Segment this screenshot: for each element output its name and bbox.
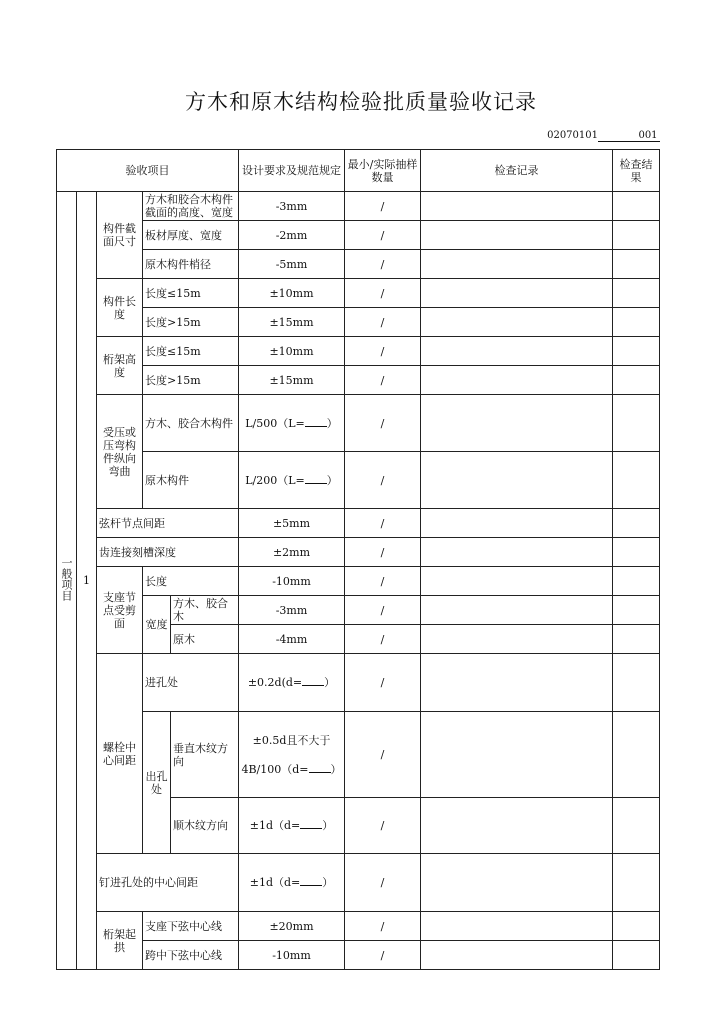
- design-value: ±0.5d且不大于 4B/100（d= ）: [239, 712, 345, 798]
- design-value: ±1d（d= ）: [239, 798, 345, 854]
- design-value: ±15mm: [239, 366, 345, 395]
- result-cell[interactable]: [613, 712, 660, 798]
- design-value: ±20mm: [239, 912, 345, 941]
- header-record: 检查记录: [421, 150, 613, 192]
- item-index: 1: [77, 192, 97, 970]
- design-value: -3mm: [239, 596, 345, 625]
- record-cell[interactable]: [421, 509, 613, 538]
- width-label: 宽度: [143, 596, 171, 654]
- result-cell[interactable]: [613, 337, 660, 366]
- sample-slash: /: [345, 854, 421, 912]
- record-cell[interactable]: [421, 625, 613, 654]
- result-cell[interactable]: [613, 395, 660, 452]
- table-row: [57, 192, 660, 221]
- table-row: [57, 366, 660, 395]
- table-row: [57, 308, 660, 337]
- row-label: 弦杆节点间距: [97, 509, 239, 538]
- table-row: [57, 654, 660, 712]
- sample-slash: /: [345, 567, 421, 596]
- row-label: 钉进孔处的中心间距: [97, 854, 239, 912]
- record-cell[interactable]: [421, 221, 613, 250]
- row-label: 原木构件: [143, 452, 239, 509]
- row-label: 板材厚度、宽度: [143, 221, 239, 250]
- row-label: 长度: [143, 567, 239, 596]
- result-cell[interactable]: [613, 366, 660, 395]
- record-cell[interactable]: [421, 366, 613, 395]
- row-label: 长度>15m: [143, 308, 239, 337]
- result-cell[interactable]: [613, 798, 660, 854]
- record-cell[interactable]: [421, 798, 613, 854]
- design-value: -3mm: [239, 192, 345, 221]
- design-value: L/500（L= ）: [239, 395, 345, 452]
- sample-slash: /: [345, 337, 421, 366]
- table-row: [57, 250, 660, 279]
- result-cell[interactable]: [613, 452, 660, 509]
- record-cell[interactable]: [421, 279, 613, 308]
- row-label: 长度>15m: [143, 366, 239, 395]
- header-sample: 最小/实际抽样数量: [345, 150, 421, 192]
- record-cell[interactable]: [421, 941, 613, 970]
- form-code: [547, 130, 660, 142]
- row-label: 支座下弦中心线: [143, 912, 239, 941]
- table-row: [57, 854, 660, 912]
- sample-slash: /: [345, 538, 421, 567]
- result-cell[interactable]: [613, 538, 660, 567]
- result-cell[interactable]: [613, 509, 660, 538]
- result-cell[interactable]: [613, 941, 660, 970]
- record-cell[interactable]: [421, 250, 613, 279]
- result-cell[interactable]: [613, 912, 660, 941]
- row-label: 跨中下弦中心线: [143, 941, 239, 970]
- row-label: 方木、胶合木: [171, 596, 239, 625]
- support-group-label: 支座节点受剪面: [97, 567, 143, 654]
- table-row: [57, 337, 660, 366]
- sample-slash: /: [345, 625, 421, 654]
- record-cell[interactable]: [421, 538, 613, 567]
- code-blank: [598, 130, 636, 142]
- sample-slash: /: [345, 941, 421, 970]
- record-cell[interactable]: [421, 854, 613, 912]
- header-design: 设计要求及规范规定: [239, 150, 345, 192]
- result-cell[interactable]: [613, 596, 660, 625]
- design-value: -4mm: [239, 625, 345, 654]
- design-value: L/200（L= ）: [239, 452, 345, 509]
- bend-group-label: 受压或压弯构件纵向弯曲: [97, 395, 143, 509]
- design-value: -5mm: [239, 250, 345, 279]
- bolt-group-label: 螺栓中心间距: [97, 654, 143, 854]
- sample-slash: /: [345, 366, 421, 395]
- record-cell[interactable]: [421, 912, 613, 941]
- truss-group-label: 桁架高度: [97, 337, 143, 395]
- header-item: 验收项目: [57, 150, 239, 192]
- table-row: [57, 509, 660, 538]
- section-size-label: 构件截面尺寸: [97, 192, 143, 279]
- table-row: [57, 712, 660, 798]
- record-cell[interactable]: [421, 308, 613, 337]
- sample-slash: /: [345, 798, 421, 854]
- record-cell[interactable]: [421, 712, 613, 798]
- table-row: [57, 452, 660, 509]
- table-row: [57, 912, 660, 941]
- row-label: 原木: [171, 625, 239, 654]
- sample-slash: /: [345, 712, 421, 798]
- table-row: [57, 941, 660, 970]
- record-cell[interactable]: [421, 337, 613, 366]
- result-cell[interactable]: [613, 654, 660, 712]
- sample-slash: /: [345, 395, 421, 452]
- row-label: 原木构件梢径: [143, 250, 239, 279]
- sample-slash: /: [345, 509, 421, 538]
- record-cell[interactable]: [421, 395, 613, 452]
- inspection-table: [56, 149, 660, 970]
- arch-group-label: 桁架起拱: [97, 912, 143, 970]
- row-label: 长度≤15m: [143, 337, 239, 366]
- row-label: 长度≤15m: [143, 279, 239, 308]
- sample-slash: /: [345, 221, 421, 250]
- sample-slash: /: [345, 912, 421, 941]
- code-suffix: 001: [636, 130, 660, 142]
- row-label: 垂直木纹方向: [171, 712, 239, 798]
- length-group-label: 构件长度: [97, 279, 143, 337]
- result-cell[interactable]: [613, 279, 660, 308]
- exit-label: 出孔处: [143, 712, 171, 854]
- table-row: [57, 279, 660, 308]
- record-cell[interactable]: [421, 192, 613, 221]
- sample-slash: /: [345, 250, 421, 279]
- design-value: ±10mm: [239, 337, 345, 366]
- table-row: [57, 538, 660, 567]
- result-cell[interactable]: [613, 567, 660, 596]
- design-value: -2mm: [239, 221, 345, 250]
- table-row: [57, 395, 660, 452]
- general-items-label: 一般项目: [57, 192, 77, 970]
- result-cell[interactable]: [613, 625, 660, 654]
- sample-slash: /: [345, 192, 421, 221]
- row-label: 方木、胶合木构件: [143, 395, 239, 452]
- page-title: 方木和原木结构检验批质量验收记录: [185, 90, 537, 114]
- table-row: [57, 221, 660, 250]
- row-label: 方木和胶合木构件截面的高度、宽度: [143, 192, 239, 221]
- design-value: ±0.2d(d= ）: [239, 654, 345, 712]
- record-cell[interactable]: [421, 452, 613, 509]
- table-row: [57, 567, 660, 596]
- sample-slash: /: [345, 654, 421, 712]
- row-label: 顺木纹方向: [171, 798, 239, 854]
- design-value: ±1d（d= ）: [239, 854, 345, 912]
- design-value: -10mm: [239, 567, 345, 596]
- header-row: [57, 150, 660, 192]
- row-label: 齿连接刻槽深度: [97, 538, 239, 567]
- result-cell[interactable]: [613, 250, 660, 279]
- sample-slash: /: [345, 596, 421, 625]
- design-value: ±5mm: [239, 509, 345, 538]
- sample-slash: /: [345, 308, 421, 337]
- record-cell[interactable]: [421, 596, 613, 625]
- record-cell[interactable]: [421, 654, 613, 712]
- design-value: ±2mm: [239, 538, 345, 567]
- design-value: -10mm: [239, 941, 345, 970]
- sample-slash: /: [345, 452, 421, 509]
- record-cell[interactable]: [421, 567, 613, 596]
- code-prefix: 02070101: [547, 130, 598, 141]
- header-result: 检查结果: [613, 150, 660, 192]
- design-value: ±10mm: [239, 279, 345, 308]
- result-cell[interactable]: [613, 192, 660, 221]
- result-cell[interactable]: [613, 854, 660, 912]
- sample-slash: /: [345, 279, 421, 308]
- result-cell[interactable]: [613, 221, 660, 250]
- design-value: ±15mm: [239, 308, 345, 337]
- table-row: [57, 596, 660, 625]
- result-cell[interactable]: [613, 308, 660, 337]
- row-label: 进孔处: [143, 654, 239, 712]
